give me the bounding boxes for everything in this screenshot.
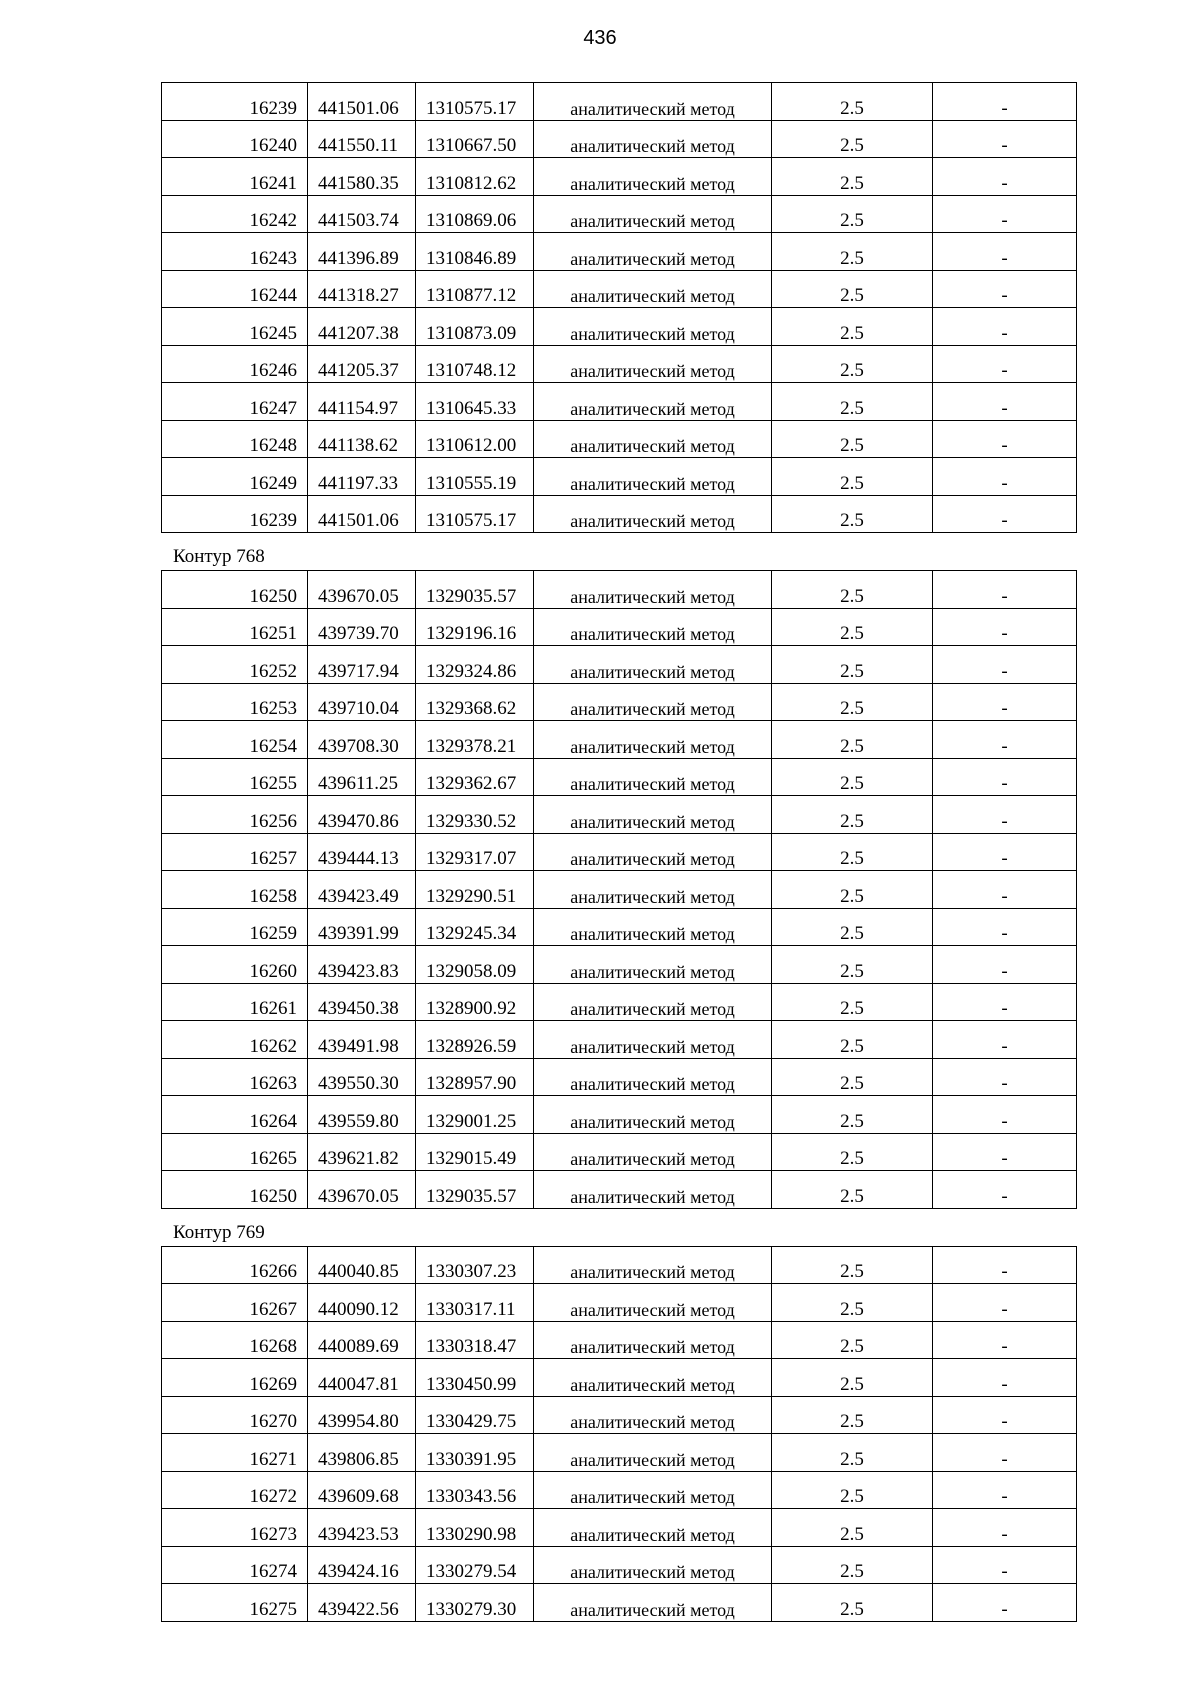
table-row [162, 1471, 1077, 1509]
accuracy-cell: 2.5 [772, 758, 933, 796]
note-cell: - [933, 1359, 1077, 1397]
contour-label: Контур 768 [173, 546, 265, 567]
method-cell: аналитический метод [534, 571, 772, 609]
point-number-cell: 16274 [162, 1546, 308, 1584]
y-coordinate-cell: 1310877.12 [416, 270, 534, 308]
x-coordinate-cell: 439450.38 [308, 983, 416, 1021]
x-coordinate-cell: 439609.68 [308, 1471, 416, 1509]
table-row [162, 833, 1077, 871]
point-number-cell: 16239 [162, 83, 308, 121]
x-coordinate-cell: 439670.05 [308, 571, 416, 609]
point-number-cell: 16248 [162, 420, 308, 458]
note-cell: - [933, 420, 1077, 458]
table-row [162, 458, 1077, 496]
accuracy-cell: 2.5 [772, 796, 933, 834]
point-number-cell: 16255 [162, 758, 308, 796]
note-cell: - [933, 796, 1077, 834]
accuracy-cell: 2.5 [772, 120, 933, 158]
method-cell: аналитический метод [534, 383, 772, 421]
point-number-cell: 16265 [162, 1133, 308, 1171]
note-cell: - [933, 608, 1077, 646]
y-coordinate-cell: 1329035.57 [416, 1171, 534, 1209]
y-coordinate-cell: 1329362.67 [416, 758, 534, 796]
x-coordinate-cell: 440040.85 [308, 1246, 416, 1284]
table-row [162, 1509, 1077, 1547]
method-cell: аналитический метод [534, 458, 772, 496]
method-cell: аналитический метод [534, 1584, 772, 1622]
method-cell: аналитический метод [534, 120, 772, 158]
accuracy-cell: 2.5 [772, 721, 933, 759]
method-cell: аналитический метод [534, 1171, 772, 1209]
x-coordinate-cell: 441138.62 [308, 420, 416, 458]
accuracy-cell: 2.5 [772, 983, 933, 1021]
point-number-cell: 16260 [162, 946, 308, 984]
accuracy-cell: 2.5 [772, 1246, 933, 1284]
method-cell: аналитический метод [534, 1321, 772, 1359]
note-cell: - [933, 1171, 1077, 1209]
table-row [162, 796, 1077, 834]
x-coordinate-cell: 439611.25 [308, 758, 416, 796]
y-coordinate-cell: 1310667.50 [416, 120, 534, 158]
point-number-cell: 16240 [162, 120, 308, 158]
point-number-cell: 16259 [162, 908, 308, 946]
method-cell: аналитический метод [534, 158, 772, 196]
accuracy-cell: 2.5 [772, 1396, 933, 1434]
x-coordinate-cell: 439424.16 [308, 1546, 416, 1584]
note-cell: - [933, 233, 1077, 271]
accuracy-cell: 2.5 [772, 1021, 933, 1059]
x-coordinate-cell: 441501.06 [308, 83, 416, 121]
y-coordinate-cell: 1310645.33 [416, 383, 534, 421]
method-cell: аналитический метод [534, 1546, 772, 1584]
note-cell: - [933, 1096, 1077, 1134]
accuracy-cell: 2.5 [772, 83, 933, 121]
table-row [162, 1359, 1077, 1397]
method-cell: аналитический метод [534, 83, 772, 121]
page-number: 436 [583, 27, 617, 49]
table-row [162, 383, 1077, 421]
x-coordinate-cell: 440089.69 [308, 1321, 416, 1359]
x-coordinate-cell: 441207.38 [308, 308, 416, 346]
table-row [162, 1096, 1077, 1134]
method-cell: аналитический метод [534, 233, 772, 271]
point-number-cell: 16242 [162, 195, 308, 233]
table-row [162, 871, 1077, 909]
x-coordinate-cell: 439423.83 [308, 946, 416, 984]
table-row [162, 495, 1077, 533]
table-row [162, 1546, 1077, 1584]
note-cell: - [933, 646, 1077, 684]
x-coordinate-cell: 441205.37 [308, 345, 416, 383]
note-cell: - [933, 758, 1077, 796]
y-coordinate-cell: 1310612.00 [416, 420, 534, 458]
method-cell: аналитический метод [534, 1096, 772, 1134]
point-number-cell: 16258 [162, 871, 308, 909]
accuracy-cell: 2.5 [772, 1434, 933, 1472]
accuracy-cell: 2.5 [772, 871, 933, 909]
x-coordinate-cell: 439708.30 [308, 721, 416, 759]
method-cell: аналитический метод [534, 908, 772, 946]
table-row [162, 1171, 1077, 1209]
table-row [162, 233, 1077, 271]
note-cell: - [933, 1058, 1077, 1096]
x-coordinate-cell: 439806.85 [308, 1434, 416, 1472]
x-coordinate-cell: 441197.33 [308, 458, 416, 496]
y-coordinate-cell: 1310873.09 [416, 308, 534, 346]
note-cell: - [933, 908, 1077, 946]
x-coordinate-cell: 439559.80 [308, 1096, 416, 1134]
coordinates-table [161, 1246, 1077, 1622]
point-number-cell: 16247 [162, 383, 308, 421]
point-number-cell: 16263 [162, 1058, 308, 1096]
y-coordinate-cell: 1330318.47 [416, 1321, 534, 1359]
accuracy-cell: 2.5 [772, 1171, 933, 1209]
method-cell: аналитический метод [534, 1021, 772, 1059]
accuracy-cell: 2.5 [772, 683, 933, 721]
method-cell: аналитический метод [534, 495, 772, 533]
y-coordinate-cell: 1330317.11 [416, 1284, 534, 1322]
x-coordinate-cell: 439491.98 [308, 1021, 416, 1059]
y-coordinate-cell: 1328957.90 [416, 1058, 534, 1096]
note-cell: - [933, 158, 1077, 196]
accuracy-cell: 2.5 [772, 495, 933, 533]
table-row [162, 83, 1077, 121]
y-coordinate-cell: 1330279.30 [416, 1584, 534, 1622]
y-coordinate-cell: 1329245.34 [416, 908, 534, 946]
note-cell: - [933, 345, 1077, 383]
y-coordinate-cell: 1330391.95 [416, 1434, 534, 1472]
contour-label: Контур 769 [173, 1221, 265, 1243]
method-cell: аналитический метод [534, 646, 772, 684]
table-row [162, 1396, 1077, 1434]
note-cell: - [933, 1471, 1077, 1509]
point-number-cell: 16254 [162, 721, 308, 759]
point-number-cell: 16268 [162, 1321, 308, 1359]
table-row [162, 683, 1077, 721]
point-number-cell: 16266 [162, 1246, 308, 1284]
accuracy-cell: 2.5 [772, 1509, 933, 1547]
x-coordinate-cell: 441396.89 [308, 233, 416, 271]
table-row [162, 1284, 1077, 1322]
table-row [162, 646, 1077, 684]
method-cell: аналитический метод [534, 195, 772, 233]
x-coordinate-cell: 440090.12 [308, 1284, 416, 1322]
point-number-cell: 16264 [162, 1096, 308, 1134]
point-number-cell: 16272 [162, 1471, 308, 1509]
y-coordinate-cell: 1329324.86 [416, 646, 534, 684]
point-number-cell: 16251 [162, 608, 308, 646]
y-coordinate-cell: 1329058.09 [416, 946, 534, 984]
table-row [162, 120, 1077, 158]
accuracy-cell: 2.5 [772, 1284, 933, 1322]
note-cell: - [933, 1246, 1077, 1284]
method-cell: аналитический метод [534, 946, 772, 984]
point-number-cell: 16245 [162, 308, 308, 346]
note-cell: - [933, 1584, 1077, 1622]
accuracy-cell: 2.5 [772, 608, 933, 646]
note-cell: - [933, 83, 1077, 121]
x-coordinate-cell: 439670.05 [308, 1171, 416, 1209]
note-cell: - [933, 195, 1077, 233]
y-coordinate-cell: 1329001.25 [416, 1096, 534, 1134]
method-cell: аналитический метод [534, 608, 772, 646]
x-coordinate-cell: 439391.99 [308, 908, 416, 946]
y-coordinate-cell: 1328900.92 [416, 983, 534, 1021]
x-coordinate-cell: 441154.97 [308, 383, 416, 421]
method-cell: аналитический метод [534, 270, 772, 308]
table-row [162, 758, 1077, 796]
x-coordinate-cell: 439422.56 [308, 1584, 416, 1622]
note-cell: - [933, 495, 1077, 533]
method-cell: аналитический метод [534, 983, 772, 1021]
method-cell: аналитический метод [534, 1133, 772, 1171]
y-coordinate-cell: 1330343.56 [416, 1471, 534, 1509]
point-number-cell: 16270 [162, 1396, 308, 1434]
y-coordinate-cell: 1310846.89 [416, 233, 534, 271]
accuracy-cell: 2.5 [772, 908, 933, 946]
method-cell: аналитический метод [534, 683, 772, 721]
table-row [162, 908, 1077, 946]
table-row [162, 1246, 1077, 1284]
x-coordinate-cell: 439470.86 [308, 796, 416, 834]
method-cell: аналитический метод [534, 833, 772, 871]
table-row [162, 270, 1077, 308]
table-row [162, 1021, 1077, 1059]
point-number-cell: 16253 [162, 683, 308, 721]
x-coordinate-cell: 441501.06 [308, 495, 416, 533]
accuracy-cell: 2.5 [772, 646, 933, 684]
accuracy-cell: 2.5 [772, 383, 933, 421]
method-cell: аналитический метод [534, 420, 772, 458]
x-coordinate-cell: 439954.80 [308, 1396, 416, 1434]
note-cell: - [933, 721, 1077, 759]
point-number-cell: 16246 [162, 345, 308, 383]
x-coordinate-cell: 441550.11 [308, 120, 416, 158]
method-cell: аналитический метод [534, 758, 772, 796]
x-coordinate-cell: 440047.81 [308, 1359, 416, 1397]
note-cell: - [933, 1509, 1077, 1547]
accuracy-cell: 2.5 [772, 420, 933, 458]
point-number-cell: 16249 [162, 458, 308, 496]
y-coordinate-cell: 1329015.49 [416, 1133, 534, 1171]
y-coordinate-cell: 1328926.59 [416, 1021, 534, 1059]
point-number-cell: 16267 [162, 1284, 308, 1322]
note-cell: - [933, 1434, 1077, 1472]
y-coordinate-cell: 1329196.16 [416, 608, 534, 646]
note-cell: - [933, 833, 1077, 871]
table-row [162, 1058, 1077, 1096]
accuracy-cell: 2.5 [772, 1321, 933, 1359]
accuracy-cell: 2.5 [772, 195, 933, 233]
table-row [162, 571, 1077, 609]
point-number-cell: 16252 [162, 646, 308, 684]
table-row [162, 308, 1077, 346]
coordinates-table [161, 82, 1077, 533]
point-number-cell: 16275 [162, 1584, 308, 1622]
accuracy-cell: 2.5 [772, 233, 933, 271]
x-coordinate-cell: 439550.30 [308, 1058, 416, 1096]
x-coordinate-cell: 439739.70 [308, 608, 416, 646]
table-row [162, 158, 1077, 196]
y-coordinate-cell: 1329368.62 [416, 683, 534, 721]
note-cell: - [933, 120, 1077, 158]
note-cell: - [933, 571, 1077, 609]
method-cell: аналитический метод [534, 345, 772, 383]
method-cell: аналитический метод [534, 721, 772, 759]
note-cell: - [933, 683, 1077, 721]
note-cell: - [933, 1284, 1077, 1322]
point-number-cell: 16273 [162, 1509, 308, 1547]
x-coordinate-cell: 439710.04 [308, 683, 416, 721]
accuracy-cell: 2.5 [772, 270, 933, 308]
y-coordinate-cell: 1330290.98 [416, 1509, 534, 1547]
accuracy-cell: 2.5 [772, 308, 933, 346]
y-coordinate-cell: 1330429.75 [416, 1396, 534, 1434]
accuracy-cell: 2.5 [772, 1058, 933, 1096]
y-coordinate-cell: 1310748.12 [416, 345, 534, 383]
accuracy-cell: 2.5 [772, 458, 933, 496]
method-cell: аналитический метод [534, 1284, 772, 1322]
note-cell: - [933, 871, 1077, 909]
table-row [162, 946, 1077, 984]
note-cell: - [933, 983, 1077, 1021]
note-cell: - [933, 1321, 1077, 1359]
y-coordinate-cell: 1310575.17 [416, 83, 534, 121]
y-coordinate-cell: 1310869.06 [416, 195, 534, 233]
point-number-cell: 16243 [162, 233, 308, 271]
table-row [162, 1434, 1077, 1472]
accuracy-cell: 2.5 [772, 1359, 933, 1397]
table-row [162, 345, 1077, 383]
y-coordinate-cell: 1310575.17 [416, 495, 534, 533]
table-row [162, 195, 1077, 233]
x-coordinate-cell: 439621.82 [308, 1133, 416, 1171]
method-cell: аналитический метод [534, 1058, 772, 1096]
table-row [162, 420, 1077, 458]
x-coordinate-cell: 439444.13 [308, 833, 416, 871]
accuracy-cell: 2.5 [772, 833, 933, 871]
y-coordinate-cell: 1329330.52 [416, 796, 534, 834]
method-cell: аналитический метод [534, 1396, 772, 1434]
note-cell: - [933, 1396, 1077, 1434]
method-cell: аналитический метод [534, 308, 772, 346]
y-coordinate-cell: 1329378.21 [416, 721, 534, 759]
y-coordinate-cell: 1329035.57 [416, 571, 534, 609]
note-cell: - [933, 458, 1077, 496]
table-row [162, 721, 1077, 759]
coordinates-table [161, 570, 1077, 1209]
accuracy-cell: 2.5 [772, 158, 933, 196]
accuracy-cell: 2.5 [772, 1471, 933, 1509]
point-number-cell: 16261 [162, 983, 308, 1021]
note-cell: - [933, 308, 1077, 346]
accuracy-cell: 2.5 [772, 1133, 933, 1171]
method-cell: аналитический метод [534, 871, 772, 909]
point-number-cell: 16250 [162, 571, 308, 609]
point-number-cell: 16271 [162, 1434, 308, 1472]
accuracy-cell: 2.5 [772, 1546, 933, 1584]
accuracy-cell: 2.5 [772, 345, 933, 383]
y-coordinate-cell: 1310555.19 [416, 458, 534, 496]
table-row [162, 1133, 1077, 1171]
accuracy-cell: 2.5 [772, 946, 933, 984]
note-cell: - [933, 270, 1077, 308]
point-number-cell: 16262 [162, 1021, 308, 1059]
note-cell: - [933, 383, 1077, 421]
x-coordinate-cell: 439423.49 [308, 871, 416, 909]
note-cell: - [933, 1021, 1077, 1059]
y-coordinate-cell: 1310812.62 [416, 158, 534, 196]
method-cell: аналитический метод [534, 1471, 772, 1509]
point-number-cell: 16239 [162, 495, 308, 533]
point-number-cell: 16256 [162, 796, 308, 834]
point-number-cell: 16241 [162, 158, 308, 196]
point-number-cell: 16244 [162, 270, 308, 308]
point-number-cell: 16269 [162, 1359, 308, 1397]
table-row [162, 1321, 1077, 1359]
method-cell: аналитический метод [534, 1359, 772, 1397]
note-cell: - [933, 946, 1077, 984]
point-number-cell: 16250 [162, 1171, 308, 1209]
table-row [162, 1584, 1077, 1622]
note-cell: - [933, 1133, 1077, 1171]
table-row [162, 983, 1077, 1021]
accuracy-cell: 2.5 [772, 1584, 933, 1622]
x-coordinate-cell: 441318.27 [308, 270, 416, 308]
x-coordinate-cell: 441580.35 [308, 158, 416, 196]
accuracy-cell: 2.5 [772, 571, 933, 609]
accuracy-cell: 2.5 [772, 1096, 933, 1134]
x-coordinate-cell: 439717.94 [308, 646, 416, 684]
x-coordinate-cell: 441503.74 [308, 195, 416, 233]
point-number-cell: 16257 [162, 833, 308, 871]
y-coordinate-cell: 1330307.23 [416, 1246, 534, 1284]
method-cell: аналитический метод [534, 1246, 772, 1284]
y-coordinate-cell: 1329290.51 [416, 871, 534, 909]
coordinates-document [161, 82, 1076, 1622]
y-coordinate-cell: 1330279.54 [416, 1546, 534, 1584]
table-row [162, 608, 1077, 646]
method-cell: аналитический метод [534, 796, 772, 834]
y-coordinate-cell: 1330450.99 [416, 1359, 534, 1397]
method-cell: аналитический метод [534, 1509, 772, 1547]
method-cell: аналитический метод [534, 1434, 772, 1472]
x-coordinate-cell: 439423.53 [308, 1509, 416, 1547]
y-coordinate-cell: 1329317.07 [416, 833, 534, 871]
note-cell: - [933, 1546, 1077, 1584]
